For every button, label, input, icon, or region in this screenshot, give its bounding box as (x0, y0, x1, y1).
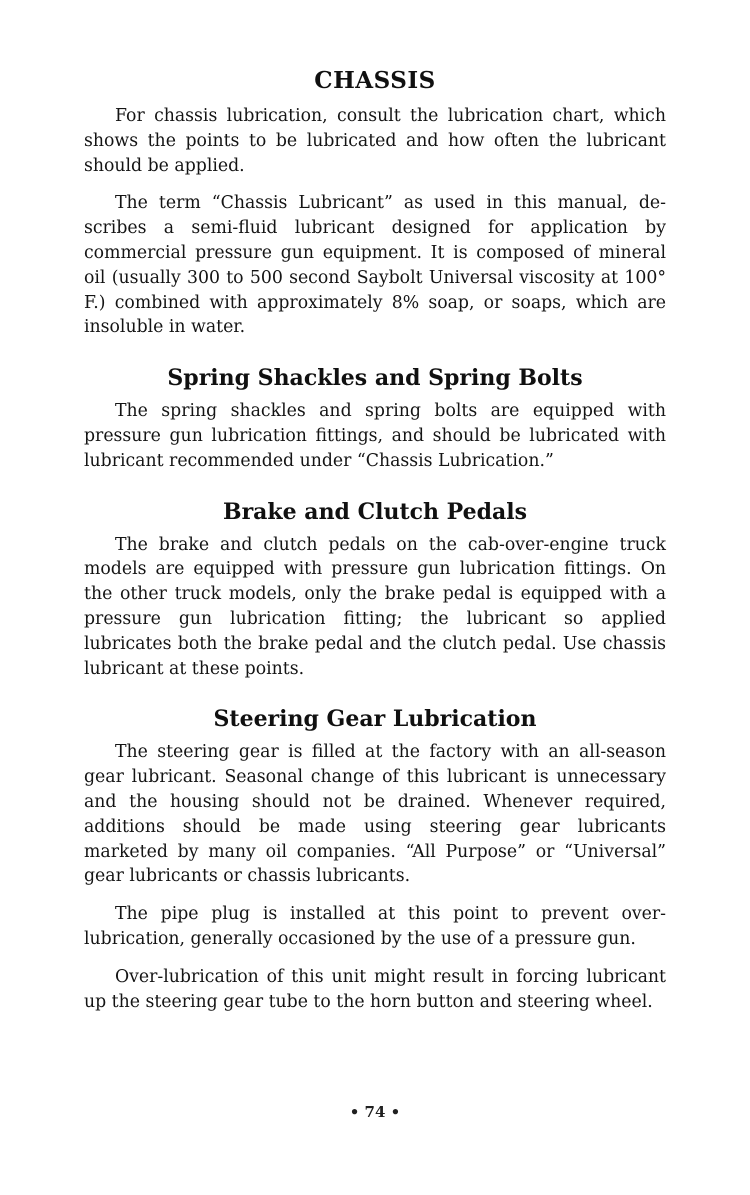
paragraph: The pipe plug is installed at this point to prevent overlubrication, generally occasioned by the use of a pressure gun. (84, 904, 666, 949)
paragraph: The term “Chassis Lubricant” as used in this manual, describes a semi-fluid lubricant designed for application by commercial pressure gun equipment. It is composed of mineral oil (usually 300 to 500 second Saybolt Universal viscosity at 100° F.) combined with approximately 8% soap, or soaps, which are insoluble in water. (84, 193, 666, 338)
page-content (84, 66, 666, 1027)
section-heading: Brake and Clutch Pedals (222, 498, 528, 525)
section-spring-shackles (84, 363, 666, 473)
paragraph: For chassis lubrication, consult the lubrication chart, which shows the points to be lubricated and how often the lubricant should be applied. (84, 106, 666, 176)
paragraph: The steering gear is filled at the factory with an all-season gear lubricant. Seasonal change of this lubricant is unnecessary and the housing should not be drained. Whenever required, additions should be made using steering gear lubricants marketed by many oil companies. “All Purpose” or “Universal” gear lubricants or chassis lubricants. (84, 742, 666, 887)
paragraph: Over-lubrication of this unit might result in forcing lubricant up the steering gear tube to the horn button and steering wheel. (84, 966, 666, 1012)
section-chassis (84, 66, 666, 340)
paragraph: The spring shackles and spring bolts are equipped with pressure gun lubrication fittings, and should be lubricated with lubricant recommended under “Chassis Lubrication.” (84, 401, 666, 471)
page-title: CHASSIS (314, 67, 436, 94)
section-heading: Spring Shackles and Spring Bolts (167, 365, 583, 392)
section-steering-gear (84, 704, 666, 1014)
section-brake-clutch (84, 497, 666, 682)
page-number: • 74 • (349, 1103, 401, 1121)
section-heading: Steering Gear Lubrication (213, 706, 537, 733)
paragraph: The brake and clutch pedals on the cab-over-engine truck models are equipped with pressure gun lubrication fittings. On the other truck models, only the brake pedal is equipped with a pressure gun lubrication fitting; the lubricant so applied lubricates both the brake pedal and the clutch pedal. Use chassis lubricant at these points. (84, 534, 666, 679)
